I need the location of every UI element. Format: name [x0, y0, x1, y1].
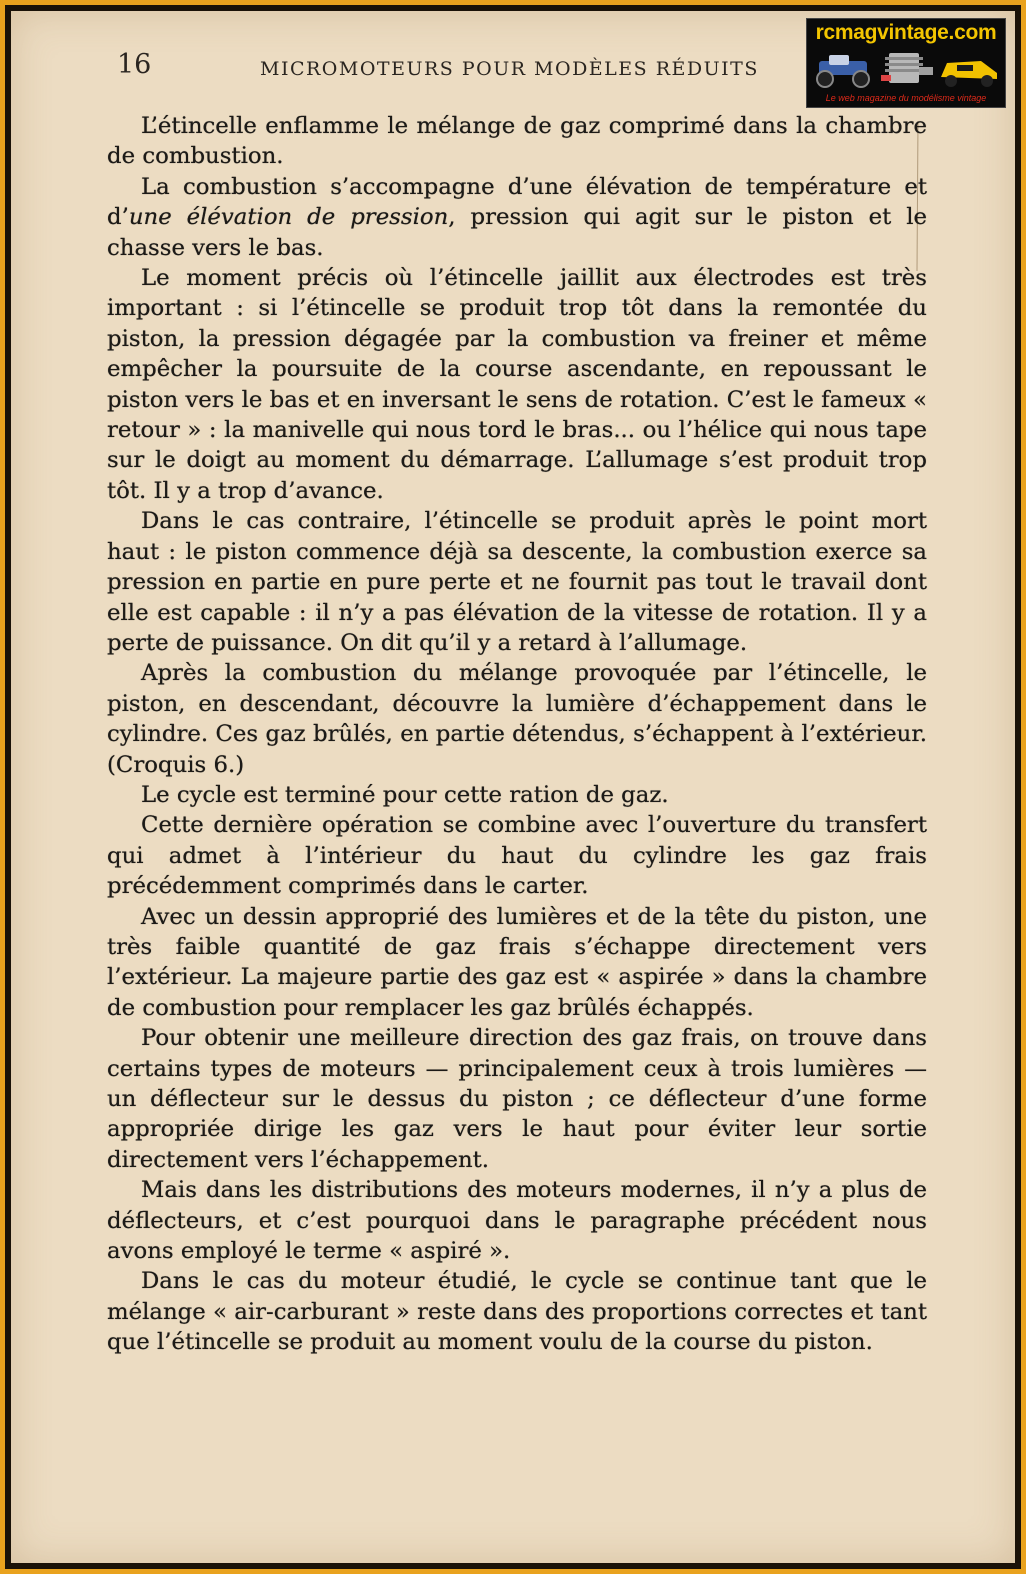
paragraph: Pour obtenir une meilleure direction des gaz frais, on trouve dans certains types de moteurs — principalement ceux à trois lumières — un déflecteur sur le dessus du piston ; ce déflecteur d’une forme appropriée dirige les gaz vers le haut pour éviter leur sortie directement vers l’échappement.: [107, 1025, 927, 1173]
paragraph: L’étincelle enflamme le mélange de gaz comprimé dans la chambre de combustion.: [107, 113, 927, 170]
page-header: [11, 11, 1015, 121]
paragraph: Dans le cas du moteur étudié, le cycle se continue tant que le mélange « air-carburant » reste dans des proportions correctes et tant que l’étincelle se produit au moment voulu de la course du piston.: [107, 1268, 927, 1356]
paragraph: Dans le cas contraire, l’étincelle se produit après le point mort haut : le piston commence déjà sa descente, la combustion exerce sa pression en partie en pure perte et ne fournit pas tout le travail dont elle est capable : il n’y a pas élévation de la vitesse de rotation. Il y a perte de puissance. On dit qu’il y a retard à l’allumage.: [107, 508, 927, 656]
rc-car-icon: [941, 61, 997, 87]
model-engine-icon: [881, 53, 933, 83]
page-number: 16: [117, 49, 152, 80]
body-text: [107, 111, 927, 1358]
logo-models-icon: [811, 47, 1001, 91]
paragraph: Après la combustion du mélange provoquée par l’étincelle, le piston, en descendant, découvre la lumière d’échappement dans le cylindre. Ces gaz brûlés, en partie détendus, s’échappent à l’extérieur. (Croquis 6.): [107, 660, 927, 778]
scanned-page: [11, 11, 1015, 1563]
paragraph: Cette dernière opération se combine avec l’ouverture du transfert qui admet à l’intérieur du haut du cylindre les gaz frais précédemment comprimés dans le carter.: [107, 812, 927, 900]
paragraph: [107, 172, 927, 263]
site-logo[interactable]: [806, 18, 1006, 108]
paragraph: Avec un dessin approprié des lumières et de la tête du piston, une très faible quantité de gaz frais s’échappe directement vers l’extérieur. La majeure partie des gaz est « aspirée » dans la chambre de combustion pour remplacer les gaz brûlés échappés.: [107, 903, 927, 1021]
logo-title: rcmagvintage.com: [815, 21, 997, 44]
emphasis-text: une élévation de pression: [128, 204, 449, 231]
rc-buggy-icon: [817, 55, 869, 87]
paragraph-text: , pression qui agit sur le piston et le chasse vers le bas.: [107, 204, 927, 261]
paragraph-text: La combustion s’accompagne d’une élévation de température et d’: [107, 173, 927, 231]
logo-tagline: Le web magazine du modélisme vintage: [825, 93, 987, 103]
running-title: MICROMOTEURS POUR MODÈLES RÉDUITS: [260, 58, 759, 80]
paragraph: Le cycle est terminé pour cette ration de gaz.: [141, 781, 669, 808]
paragraph: Le moment précis où l’étincelle jaillit aux électrodes est très important : si l’étincelle se produit trop tôt dans la remontée du piston, la pression dégagée par la combustion va freiner et même empêcher la poursuite de la course ascendante, en repoussant le piston vers le bas et en inversant le sens de rotation. C’est le fameux « retour » : la manivelle qui nous tord le bras... ou l’hélice qui nous tape sur le doigt au moment du démarrage. L’allumage s’est produit trop tôt. Il y a trop d’avance.: [107, 265, 927, 504]
paragraph: Mais dans les distributions des moteurs modernes, il n’y a plus de déflecteurs, et c’est pourquoi dans le paragraphe précédent nous avons employé le terme « aspiré ».: [107, 1177, 927, 1265]
